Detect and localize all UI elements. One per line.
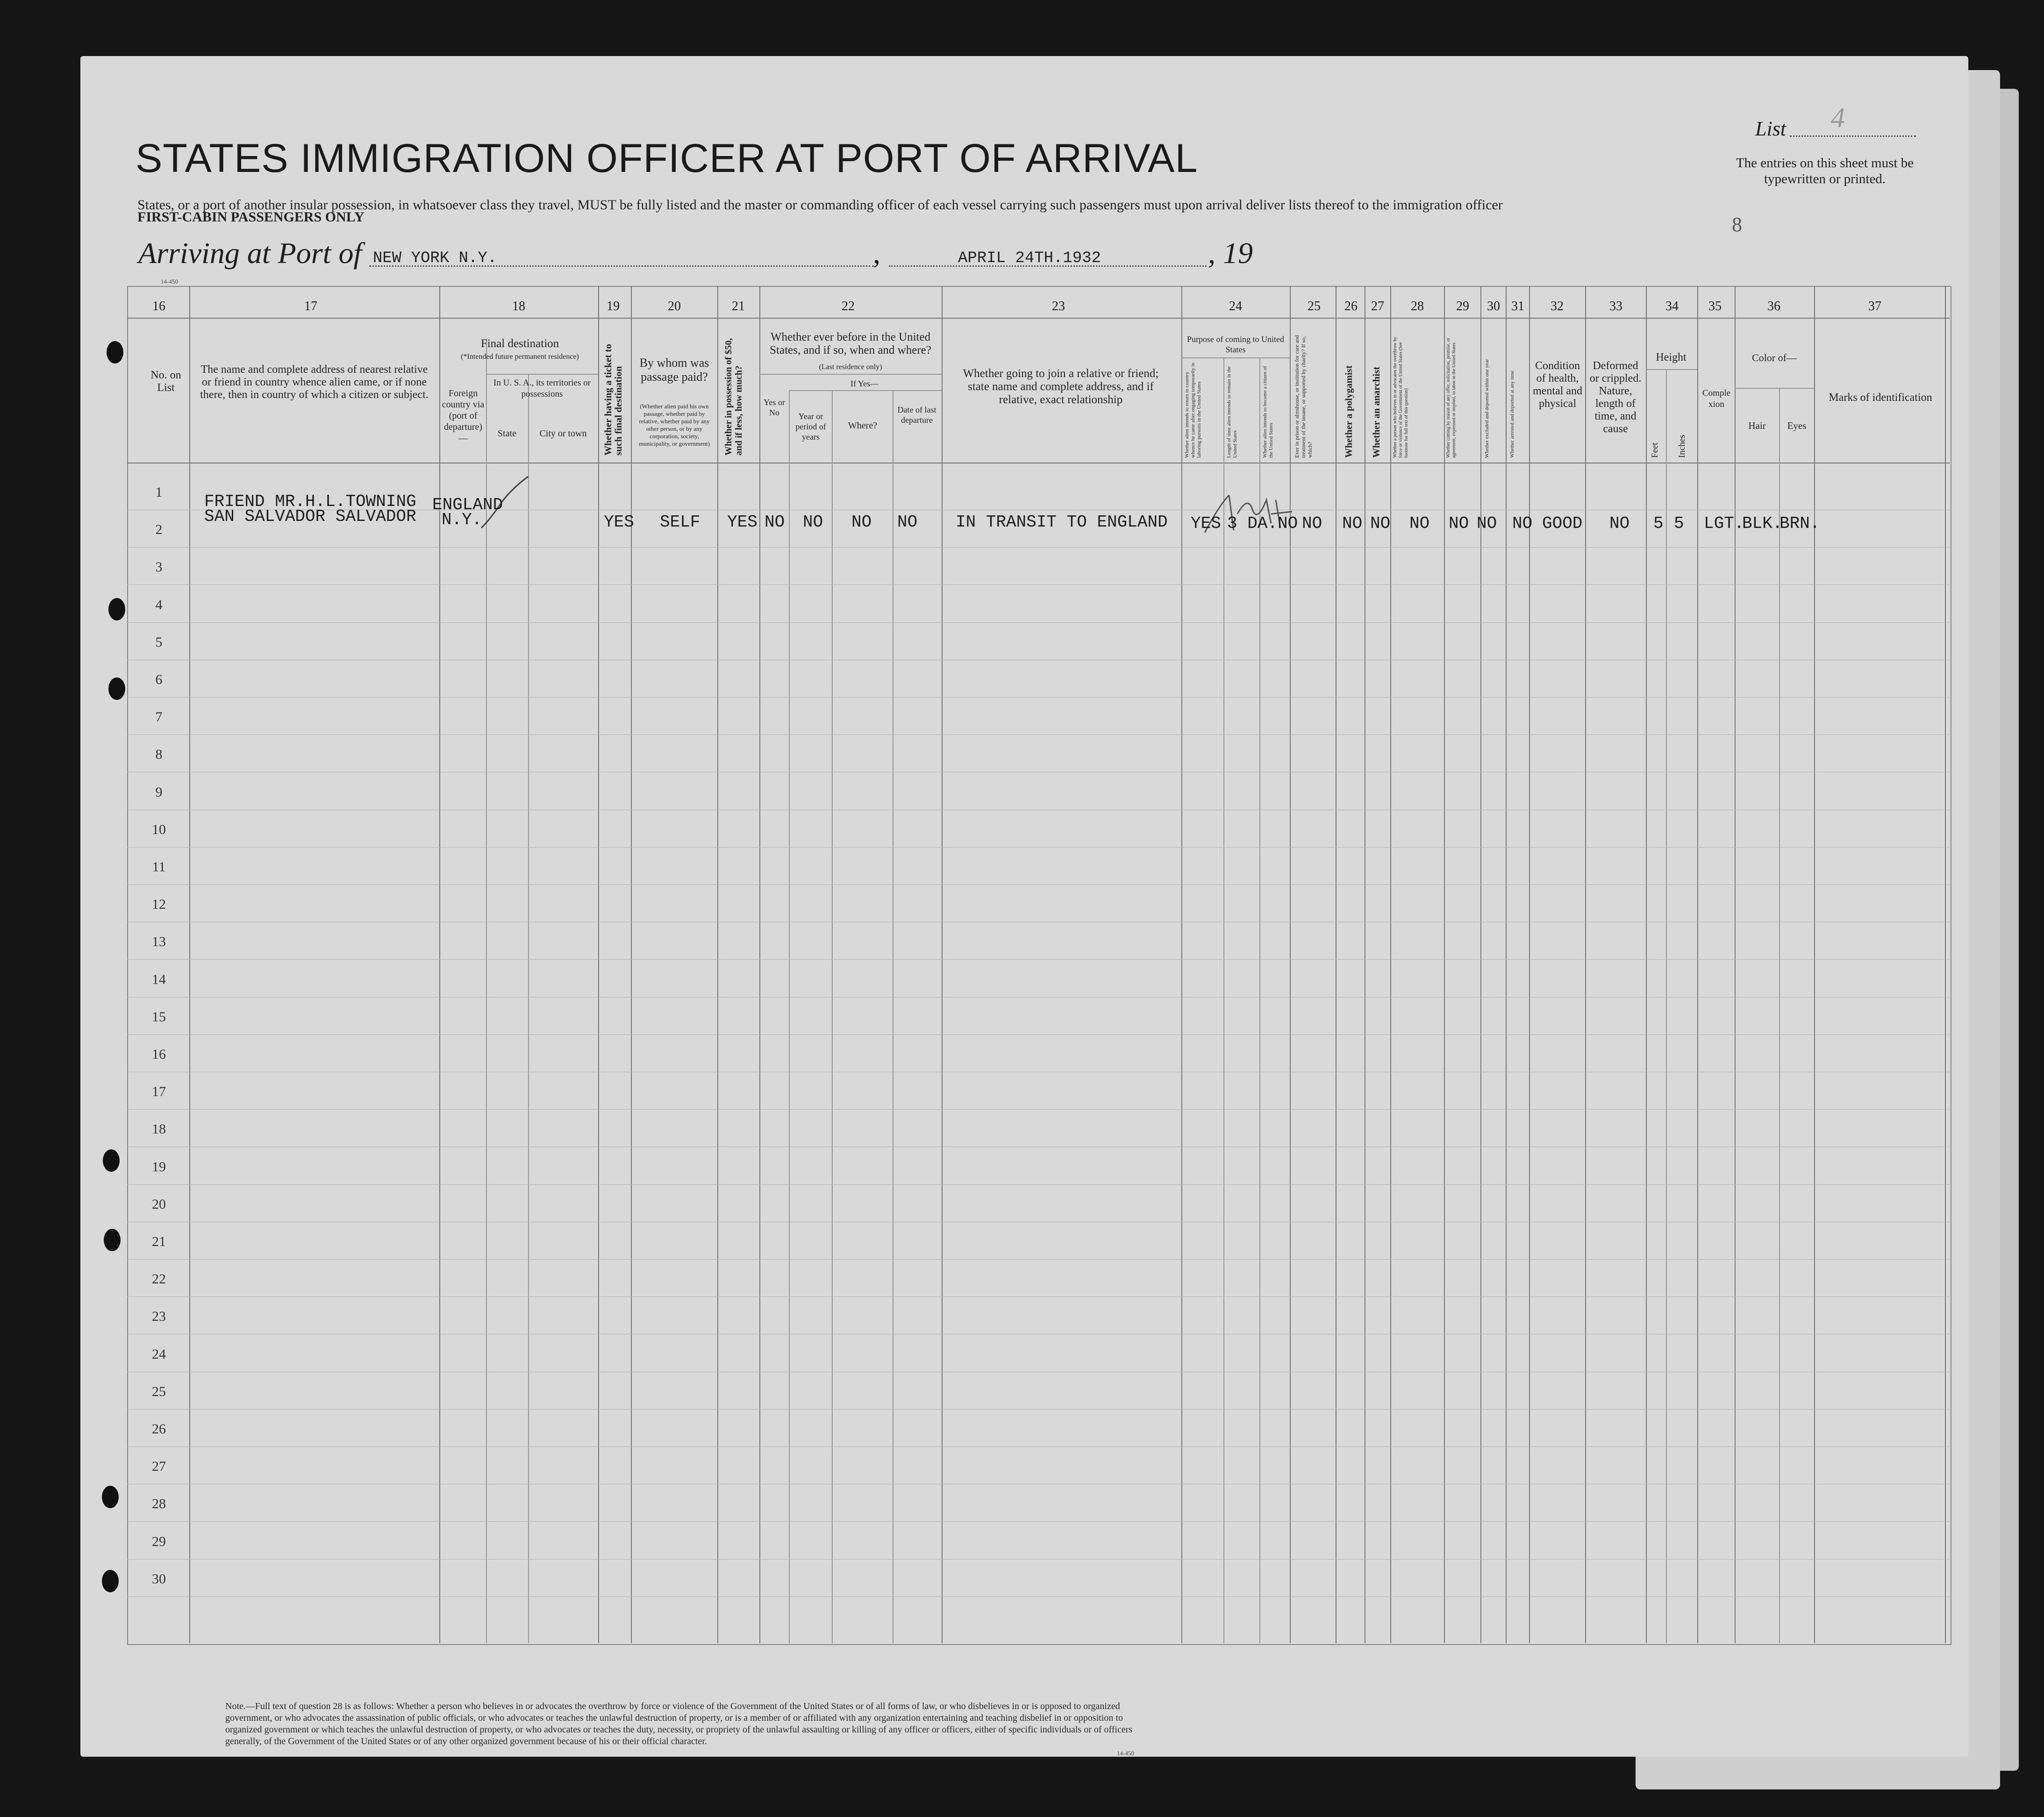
- header-health: Condition of health, mental and physical: [1533, 360, 1582, 410]
- header-passage-paid-note: (Whether alien paid his own passage, whether paid by relative, whether paid by any other person, or by any corporation, society, municipality, or government): [639, 403, 710, 447]
- header-feet: Feet: [1650, 442, 1660, 458]
- row-rule: [127, 884, 1950, 885]
- column-number: 26: [1344, 299, 1358, 314]
- row-number: 15: [152, 1009, 166, 1025]
- column-number: 20: [668, 299, 681, 314]
- row-number: 20: [152, 1196, 166, 1212]
- column-number: 37: [1868, 299, 1881, 314]
- manifest-table: [127, 286, 1951, 1645]
- column-divider: [1945, 286, 1946, 1643]
- column-number: 27: [1371, 299, 1384, 314]
- row-number: 5: [155, 634, 163, 650]
- column-divider: [189, 286, 190, 1643]
- entry-where: NO: [851, 513, 872, 532]
- header-fifty-dollars: Whether in possession of $50, and if less, how much?: [723, 338, 744, 456]
- row-number: 9: [155, 784, 163, 800]
- entry-departure: NO: [897, 513, 918, 532]
- entry-complexion: LGT.: [1704, 514, 1744, 533]
- column-number: 32: [1551, 299, 1564, 314]
- entry-deformed: NO: [1609, 514, 1630, 533]
- header-deformed: Deformed or crippled. Nature, length of time, and cause: [1589, 360, 1642, 435]
- row-rule: [127, 584, 1950, 585]
- header-joining-relative: Whether going to join a relative or friend; state name and complete address, and if relative, exact relationship: [963, 367, 1159, 406]
- column-divider: [1585, 286, 1586, 1643]
- row-number: 11: [152, 859, 166, 875]
- column-divider: [439, 286, 440, 1643]
- row-rule: [127, 697, 1950, 698]
- list-underline: [1790, 135, 1916, 137]
- row-number: 29: [152, 1533, 166, 1549]
- sheet-number: 8: [1732, 213, 1742, 236]
- binder-hole: [103, 1149, 120, 1172]
- column-divider: [486, 339, 487, 1643]
- row-number: 12: [152, 897, 166, 912]
- entry-feet: 5: [1653, 514, 1664, 533]
- column-divider: [832, 390, 833, 1643]
- entry-arrested: NO: [1512, 514, 1533, 533]
- entry-offer: NO: [1449, 514, 1469, 533]
- column-number: 18: [512, 299, 525, 314]
- entry-inches: 5: [1674, 514, 1684, 533]
- row-number: 2: [155, 522, 163, 538]
- entry-eyes: BRN.: [1780, 514, 1820, 533]
- relative-address-line2: SAN SALVADOR SALVADOR: [204, 507, 416, 526]
- entry-hair: BLK.: [1742, 514, 1783, 533]
- port-value: NEW YORK N.Y.: [373, 249, 497, 267]
- row-number: 8: [155, 747, 163, 762]
- row-number: 3: [155, 559, 163, 575]
- row-number: 17: [152, 1084, 166, 1100]
- column-number-rule: [127, 318, 1950, 319]
- row-rule: [127, 1109, 1950, 1110]
- header-if-yes: If Yes—: [850, 379, 879, 388]
- header-relative-address: The name and complete address of nearest relative or friend in country whence alien came, or if none there, then in country of which a citizen or subject.: [200, 363, 429, 401]
- column-number: 21: [732, 299, 745, 314]
- column-number: 35: [1708, 299, 1722, 314]
- subheader-rule: [486, 374, 598, 375]
- entry-length: 3 DA.: [1227, 514, 1278, 533]
- header-eyes: Eyes: [1787, 420, 1807, 431]
- binder-hole: [108, 677, 125, 700]
- header-final-destination: Final destination: [480, 337, 559, 350]
- header-where: Where?: [848, 420, 878, 431]
- column-divider: [1259, 357, 1260, 1643]
- column-divider: [1444, 286, 1445, 1643]
- column-number: 31: [1511, 299, 1524, 314]
- row-number: 6: [155, 672, 163, 687]
- header-year-period: Year or period of years: [795, 412, 826, 442]
- header-ticket: Whether having a ticket to such final destination: [602, 344, 624, 456]
- year-label: , 19: [1208, 236, 1253, 270]
- column-divider: [1697, 286, 1698, 1643]
- binder-hole: [104, 1229, 121, 1251]
- binder-hole: [102, 1486, 119, 1508]
- entry-health: GOOD: [1542, 514, 1583, 533]
- header-in-usa: In U. S. A., its territories or possessions: [493, 378, 591, 399]
- column-divider: [528, 374, 529, 1643]
- header-state: State: [498, 428, 516, 439]
- row-number: 30: [152, 1571, 166, 1587]
- header-instruction-line: States, or a port of another insular possession, in whatsoever class they travel, MUST be fully listed and the master or commanding officer of each vessel carrying such passengers must upon arrival deliver lists thereof to the immigration officer: [137, 197, 1503, 213]
- header-marks-identification: Marks of identification: [1829, 392, 1932, 404]
- row-rule: [127, 997, 1950, 998]
- subheader-rule: [1735, 388, 1814, 389]
- column-number: 16: [152, 299, 165, 314]
- column-divider: [1480, 286, 1481, 1643]
- row-rule: [127, 547, 1950, 548]
- entry-prison: NO: [1302, 514, 1322, 533]
- binder-hole: [102, 1570, 119, 1592]
- row-rule: [127, 1559, 1950, 1560]
- entry-year: NO: [803, 513, 823, 532]
- header-return-intent: Whether alien intends to return to country whence he came after engaging temporarily in laboring pursuits in the United States: [1184, 362, 1202, 458]
- row-number: 21: [152, 1234, 166, 1249]
- column-divider: [1779, 388, 1780, 1643]
- row-rule: [127, 1521, 1950, 1522]
- date-value: APRIL 24TH.1932: [958, 249, 1101, 267]
- row-number: 25: [152, 1383, 166, 1399]
- column-divider: [942, 286, 943, 1643]
- header-hair: Hair: [1748, 420, 1766, 431]
- column-number: 23: [1052, 299, 1065, 314]
- entry-before: NO: [765, 513, 785, 532]
- row-number: 10: [152, 821, 166, 837]
- header-excluded: Whether excluded and deported within one year: [1484, 359, 1490, 458]
- entry-fifty: YES: [727, 513, 758, 532]
- footer-form-code: 14-450: [1117, 1750, 1134, 1757]
- binder-hole: [108, 598, 125, 620]
- row-rule: [127, 1596, 1950, 1597]
- header-inches: Inches: [1677, 435, 1687, 458]
- column-number: 29: [1456, 299, 1469, 314]
- header-date-departure: Date of last departure: [897, 405, 936, 425]
- column-number: 17: [304, 299, 317, 314]
- entry-excluded: NO: [1477, 514, 1497, 533]
- row-rule: [127, 1034, 1950, 1035]
- row-number: 27: [152, 1459, 166, 1475]
- column-number: 33: [1609, 299, 1622, 314]
- typewritten-instruction: The entries on this sheet must be typewritten or printed.: [1736, 156, 1914, 186]
- form-code: 14-450: [161, 278, 178, 285]
- row-rule: [127, 1409, 1950, 1410]
- header-length-of-stay: Length of time alien intends to remain in the United States: [1226, 366, 1238, 458]
- column-number: 28: [1411, 299, 1424, 314]
- column-divider: [1735, 286, 1736, 1643]
- column-divider: [717, 286, 718, 1643]
- column-number: 36: [1767, 299, 1780, 314]
- column-divider: [1181, 286, 1182, 1643]
- entry-paid-by: SELF: [660, 513, 700, 532]
- page-title: STATES IMMIGRATION OFFICER AT PORT OF ARRIVAL: [136, 136, 1198, 181]
- header-prison: Ever in prison or almshouse, or institution for care and treatment of the insane, or supported by charity? If so, which?: [1294, 335, 1313, 458]
- row-rule: [127, 622, 1950, 623]
- header-citizen-intent: Whether alien intends to become a citizen of the United States: [1262, 366, 1274, 458]
- column-divider: [1666, 369, 1667, 1643]
- entry-overthrow: NO: [1409, 514, 1430, 533]
- row-number: 28: [152, 1496, 166, 1512]
- header-anarchist: Whether an anarchist: [1371, 366, 1382, 458]
- header-ever-before: Whether ever before in the United States, and if so, when and where?: [770, 331, 931, 356]
- row-number: 24: [152, 1346, 166, 1362]
- entry-citizen: NO: [1278, 514, 1298, 533]
- row-number: 4: [155, 597, 163, 613]
- row-rule: [127, 1446, 1950, 1447]
- row-number: 1: [155, 485, 163, 500]
- column-number: 34: [1665, 299, 1679, 314]
- relative-address-line1: FRIEND MR.H.L.TOWNING: [204, 492, 416, 511]
- row-rule: [127, 847, 1950, 848]
- row-number: 7: [155, 709, 163, 725]
- comma-separator: ,: [873, 236, 880, 270]
- row-number: 14: [152, 971, 166, 987]
- header-last-residence: (Last residence only): [819, 363, 882, 371]
- column-divider: [1529, 286, 1530, 1643]
- row-rule: [127, 1259, 1950, 1260]
- column-divider: [631, 286, 632, 1643]
- column-divider: [1390, 286, 1391, 1643]
- row-number: 18: [152, 1121, 166, 1137]
- column-divider: [1646, 286, 1647, 1643]
- list-number: 4: [1831, 102, 1845, 133]
- header-passage-paid: By whom was passage paid?: [639, 356, 709, 384]
- column-divider: [1223, 357, 1224, 1643]
- binder-hole: [107, 341, 123, 363]
- header-final-destination-sub: (*Intended future permanent residence): [461, 353, 579, 361]
- subheader-rule: [789, 390, 942, 391]
- foreign-port-line2: N.Y.: [442, 510, 482, 529]
- row-number: 26: [152, 1421, 166, 1437]
- header-complexion: Complexion: [1702, 388, 1731, 409]
- header-color-of: Color of—: [1752, 352, 1797, 363]
- column-divider: [759, 286, 760, 1643]
- footnote-question-28: Note.—Full text of question 28 is as follows: Whether a person who believes in or advocates the overthrow by force or violence of the Government of the United States or of all forms of law, or who disbelieves in or is opposed to organized government, or who advocates the assassination of public officials, or who advocates or teaches the unlawful destruction of property, or is a member of or affiliated with any organization entertaining and teaching disbelief in or opposition to organized government or which teaches the unlawful destruction of property, or who advocates or teaches the duty, necessity, or propriety of the unlawful assaulting or killing of any officer or officers, either of specific individuals or of officers generally, of the Government of the United States or of any other organized government because of his or their official character.: [225, 1701, 1133, 1746]
- entry-return: YES: [1191, 514, 1221, 533]
- row-rule: [127, 734, 1950, 735]
- row-number: 13: [152, 934, 166, 950]
- row-number: 22: [152, 1271, 166, 1287]
- list-label: List: [1755, 117, 1787, 140]
- header-foreign-country: Foreign country via (port of departure)—: [442, 388, 485, 443]
- column-number: 25: [1308, 299, 1321, 314]
- subheader-rule: [1181, 357, 1290, 358]
- entry-ticket: YES: [604, 513, 634, 532]
- column-number: 30: [1487, 299, 1500, 314]
- arriving-label: Arriving at Port of: [138, 236, 362, 270]
- entry-polygamist: NO: [1342, 514, 1363, 533]
- subheader-rule: [759, 374, 942, 375]
- column-number: 22: [842, 299, 855, 314]
- entry-anarchist: NO: [1370, 514, 1391, 533]
- row-rule: [127, 1184, 1950, 1185]
- subheader-rule: [1646, 369, 1697, 370]
- header-overthrow: Whether a person who believes in or advocates the overthrow by force or violence of the Government of the United States (See footnote for full text of this question): [1393, 336, 1409, 458]
- column-divider: [789, 390, 790, 1643]
- row-number: 23: [152, 1309, 166, 1325]
- row-number: 19: [152, 1159, 166, 1175]
- column-divider: [1506, 286, 1507, 1643]
- header-no-on-list: No. on List: [150, 369, 181, 394]
- column-divider: [598, 286, 599, 1643]
- row-number: 16: [152, 1047, 166, 1062]
- column-number: 24: [1229, 299, 1242, 314]
- column-number: 19: [607, 299, 620, 314]
- column-divider: [1814, 286, 1815, 1643]
- entry-joining: IN TRANSIT TO ENGLAND: [956, 513, 1168, 532]
- header-arrested: Whether arrested and deported at any time: [1509, 371, 1515, 458]
- row-rule: [127, 959, 1950, 960]
- header-height: Height: [1656, 351, 1687, 363]
- header-purpose: Purpose of coming to United States: [1187, 335, 1284, 354]
- header-offer-to-labor: Whether coming by reason of any offer, solicitation, promise, or agreement, expressed or implied, to labor in the United States: [1446, 337, 1457, 458]
- foreign-port-line1: ENGLAND: [432, 495, 503, 514]
- header-class-line: FIRST-CABIN PASSENGERS ONLY: [137, 209, 364, 225]
- header-yes-no: Yes or No: [764, 398, 785, 417]
- header-polygamist: Whether a polygamist: [1343, 365, 1354, 458]
- header-city: City or town: [539, 428, 587, 439]
